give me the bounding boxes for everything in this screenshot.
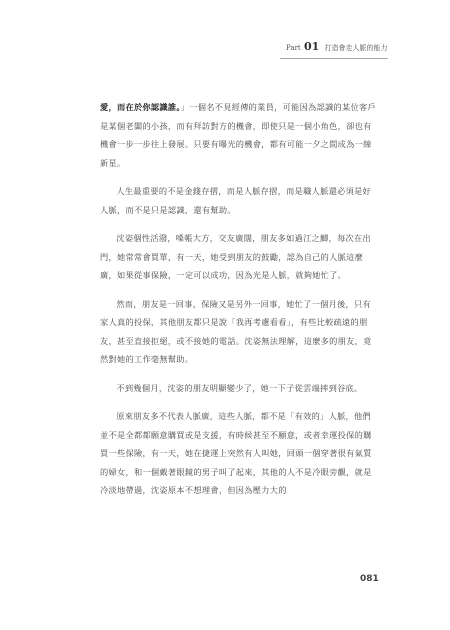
header-rule xyxy=(280,58,388,59)
chapter-label: Part xyxy=(286,44,301,52)
paragraph-text: 」一個名不見經傳的業員，可能因為認識的某位客戶是某個老闆的小孩，而有拜訪對方的機會，即使只是一個小角色，卻也有機會一步一步往上發展。只要有曝光的機會，都有可能一夕之間成為一線新星。 xyxy=(100,102,376,168)
page-number: 081 xyxy=(360,574,379,584)
paragraph xyxy=(100,407,378,500)
paragraph xyxy=(100,295,378,369)
paragraph-text: 人生最重要的不是金錢存摺，而是人脈存摺，而是職人脈還必須是好人脈，而不是只是認識，還有幫助。 xyxy=(100,186,372,215)
paragraph-text: 不到幾個月，沈姿的朋友明顯變少了，她一下子從雲端摔到谷底。 xyxy=(116,382,363,393)
running-header xyxy=(286,40,388,53)
paragraph xyxy=(100,98,378,172)
paragraph-text: 原來朋友多不代表人脈廣，這些人脈，都不是「有效的」人脈，他們並不是全都都願意購買或是支援，有時候甚至不願意，或者幸運投保的購買一些保險，有一天，她在捷運上突然有人叫她，回頭一個穿著很有氣質的婦女，和一個戴著眼鏡的男子叫了起來，其他的人不是冷眼旁觀，就是冷淡地帶過，沈姿原本不想理會，但因為壓力大的 xyxy=(100,411,372,495)
paragraph-text: 然而，朋友是一回事，保險又是另外一回事，她忙了一個月後，只有家人真的投保，其他朋友都只是說「我再考慮看看」，有些比較疏遠的朋友，甚至直接拒絕，或不接她的電話。沈姿無法理解，這麼多的朋友，竟然對她的工作毫無幫助。 xyxy=(100,298,372,364)
chapter-title: 打造會走人脈的能力 xyxy=(324,44,388,52)
paragraph-text: 沈姿個性活潑，嗓帳大方，交友廣闊，朋友多如過江之鯽，每次在出門，她常常會買單，有一天，她受到朋友的鼓勵，認為自己的人脈這麼廣，如果從事保險，一定可以成功，因為光是人脈，就夠她忙了。 xyxy=(100,233,372,280)
chapter-number: 01 xyxy=(303,40,320,53)
body-text xyxy=(100,98,378,510)
paragraph xyxy=(100,229,378,285)
paragraph xyxy=(100,182,378,219)
paragraph xyxy=(100,379,378,398)
bold-lead: 愛，而在於你認識誰。 xyxy=(100,102,181,112)
